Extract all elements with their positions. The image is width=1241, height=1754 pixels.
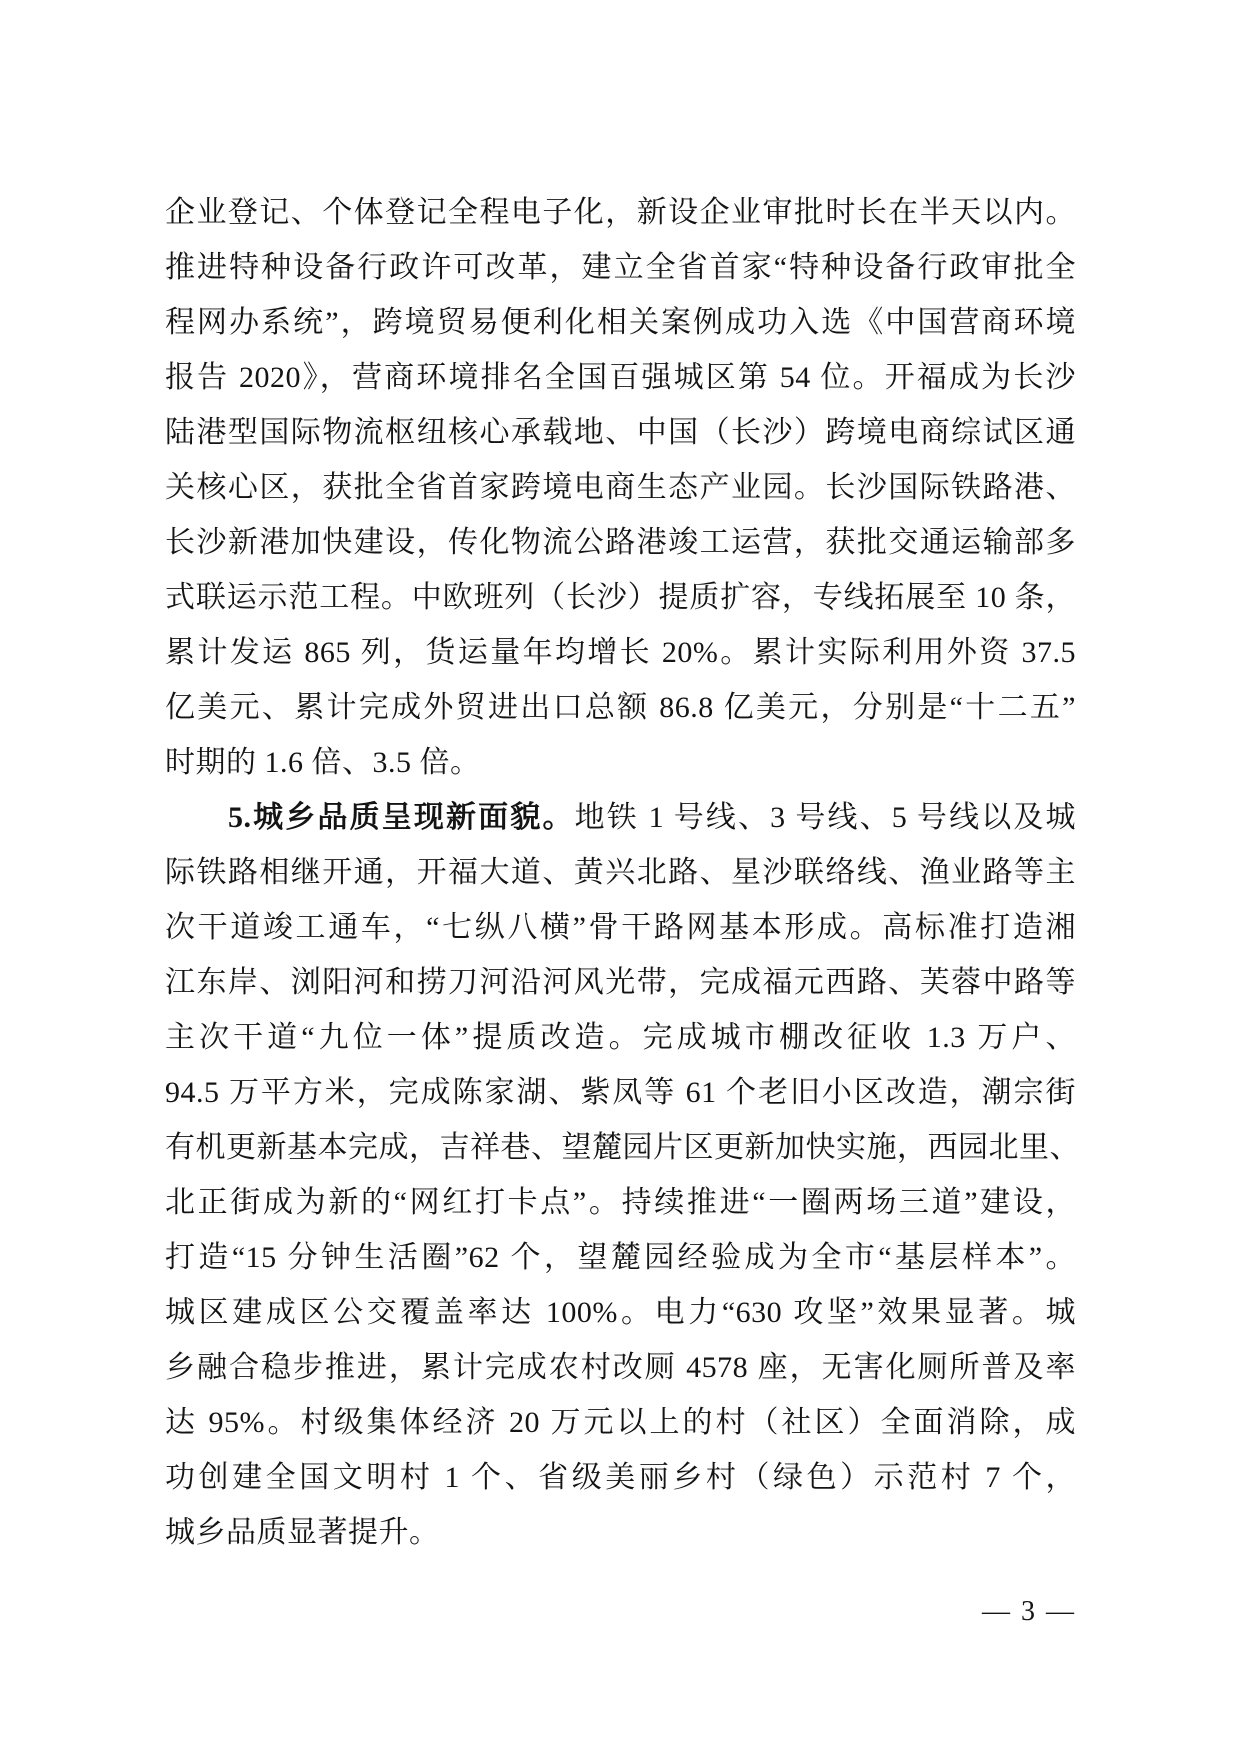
text-line-content: 主次干道“九位一体”提质改造。完成城市棚改征收 1.3 万户、 — [165, 1021, 1076, 1054]
text-line-content: 地铁 1 号线、3 号线、5 号线以及城 — [574, 801, 1077, 834]
text-line-content: 94.5 万平方米，完成陈家湖、紫凤等 61 个老旧小区改造，潮宗街 — [165, 1076, 1076, 1109]
text-line — [165, 625, 1076, 680]
text-line-content: 亿美元、累计完成外贸进出口总额 86.8 亿美元，分别是“十二五” — [165, 691, 1076, 724]
text-line — [165, 1505, 1076, 1560]
text-line — [165, 460, 1076, 515]
text-line-content: 达 95%。村级集体经济 20 万元以上的村（社区）全面消除，成 — [165, 1406, 1076, 1439]
text-line-content: 江东岸、浏阳河和捞刀河沿河风光带，完成福元西路、芙蓉中路等 — [165, 966, 1076, 999]
text-line — [165, 1395, 1076, 1450]
text-line-content: 北正街成为新的“网红打卡点”。持续推进“一圈两场三道”建设， — [165, 1186, 1076, 1219]
text-line-content: 程网办系统”，跨境贸易便利化相关案例成功入选《中国营商环境 — [165, 306, 1076, 339]
text-line — [165, 1120, 1080, 1175]
text-line — [165, 1285, 1076, 1340]
text-line — [165, 1175, 1076, 1230]
text-line-content: 际铁路相继开通，开福大道、黄兴北路、星沙联络线、渔业路等主 — [165, 856, 1076, 889]
text-line-content: 功创建全国文明村 1 个、省级美丽乡村（绿色）示范村 7 个， — [165, 1461, 1076, 1494]
text-line-content: 推进特种设备行政许可改革，建立全省首家“特种设备行政审批全 — [165, 251, 1076, 284]
text-line — [165, 350, 1076, 405]
text-line-content: 企业登记、个体登记全程电子化，新设企业审批时长在半天以内。 — [165, 196, 1076, 229]
text-line-content: 次干道竣工通车，“七纵八横”骨干路网基本形成。高标准打造湘 — [165, 911, 1076, 944]
text-line — [165, 295, 1076, 350]
text-line-content: 累计发运 865 列，货运量年均增长 20%。累计实际利用外资 37.5 — [165, 636, 1076, 669]
text-line-content: 关核心区，获批全省首家跨境电商生态产业园。长沙国际铁路港、 — [165, 471, 1076, 504]
text-line-content: 陆港型国际物流枢纽核心承载地、中国（长沙）跨境电商综试区通 — [165, 416, 1076, 449]
text-line — [165, 735, 1076, 790]
text-line-content: 有机更新基本完成，吉祥巷、望麓园片区更新加快实施，西园北里、 — [165, 1131, 1080, 1164]
text-line — [165, 515, 1076, 570]
text-line — [165, 240, 1076, 295]
paragraph-heading: 5.城乡品质呈现新面貌。 — [228, 801, 575, 834]
text-line-content: 乡融合稳步推进，累计完成农村改厕 4578 座，无害化厕所普及率 — [165, 1351, 1076, 1384]
text-line-content: 长沙新港加快建设，传化物流公路港竣工运营，获批交通运输部多 — [165, 526, 1076, 559]
text-line — [165, 1340, 1076, 1395]
text-line-content: 报告 2020》，营商环境排名全国百强城区第 54 位。开福成为长沙 — [165, 361, 1076, 394]
text-line — [165, 1450, 1076, 1505]
text-line-content: 城区建成区公交覆盖率达 100%。电力“630 攻坚”效果显著。城 — [165, 1296, 1076, 1329]
text-line — [165, 405, 1076, 460]
text-line — [165, 570, 1076, 625]
text-line — [165, 900, 1076, 955]
text-line — [165, 1010, 1076, 1065]
text-line — [165, 185, 1076, 240]
text-line-content: 式联运示范工程。中欧班列（长沙）提质扩容，专线拓展至 10 条， — [165, 581, 1076, 614]
text-line-content: 城乡品质显著提升。 — [165, 1516, 440, 1549]
body-text — [165, 185, 1080, 1560]
text-line — [165, 680, 1076, 735]
text-line — [165, 1065, 1076, 1120]
text-line-content: 打造“15 分钟生活圈”62 个，望麓园经验成为全市“基层样本”。 — [165, 1241, 1076, 1274]
page-number: — 3 — — [982, 1596, 1076, 1627]
text-line — [165, 790, 1076, 845]
text-line — [165, 1230, 1076, 1285]
text-line — [165, 845, 1076, 900]
text-line-content: 时期的 1.6 倍、3.5 倍。 — [165, 746, 481, 779]
text-line — [165, 955, 1076, 1010]
